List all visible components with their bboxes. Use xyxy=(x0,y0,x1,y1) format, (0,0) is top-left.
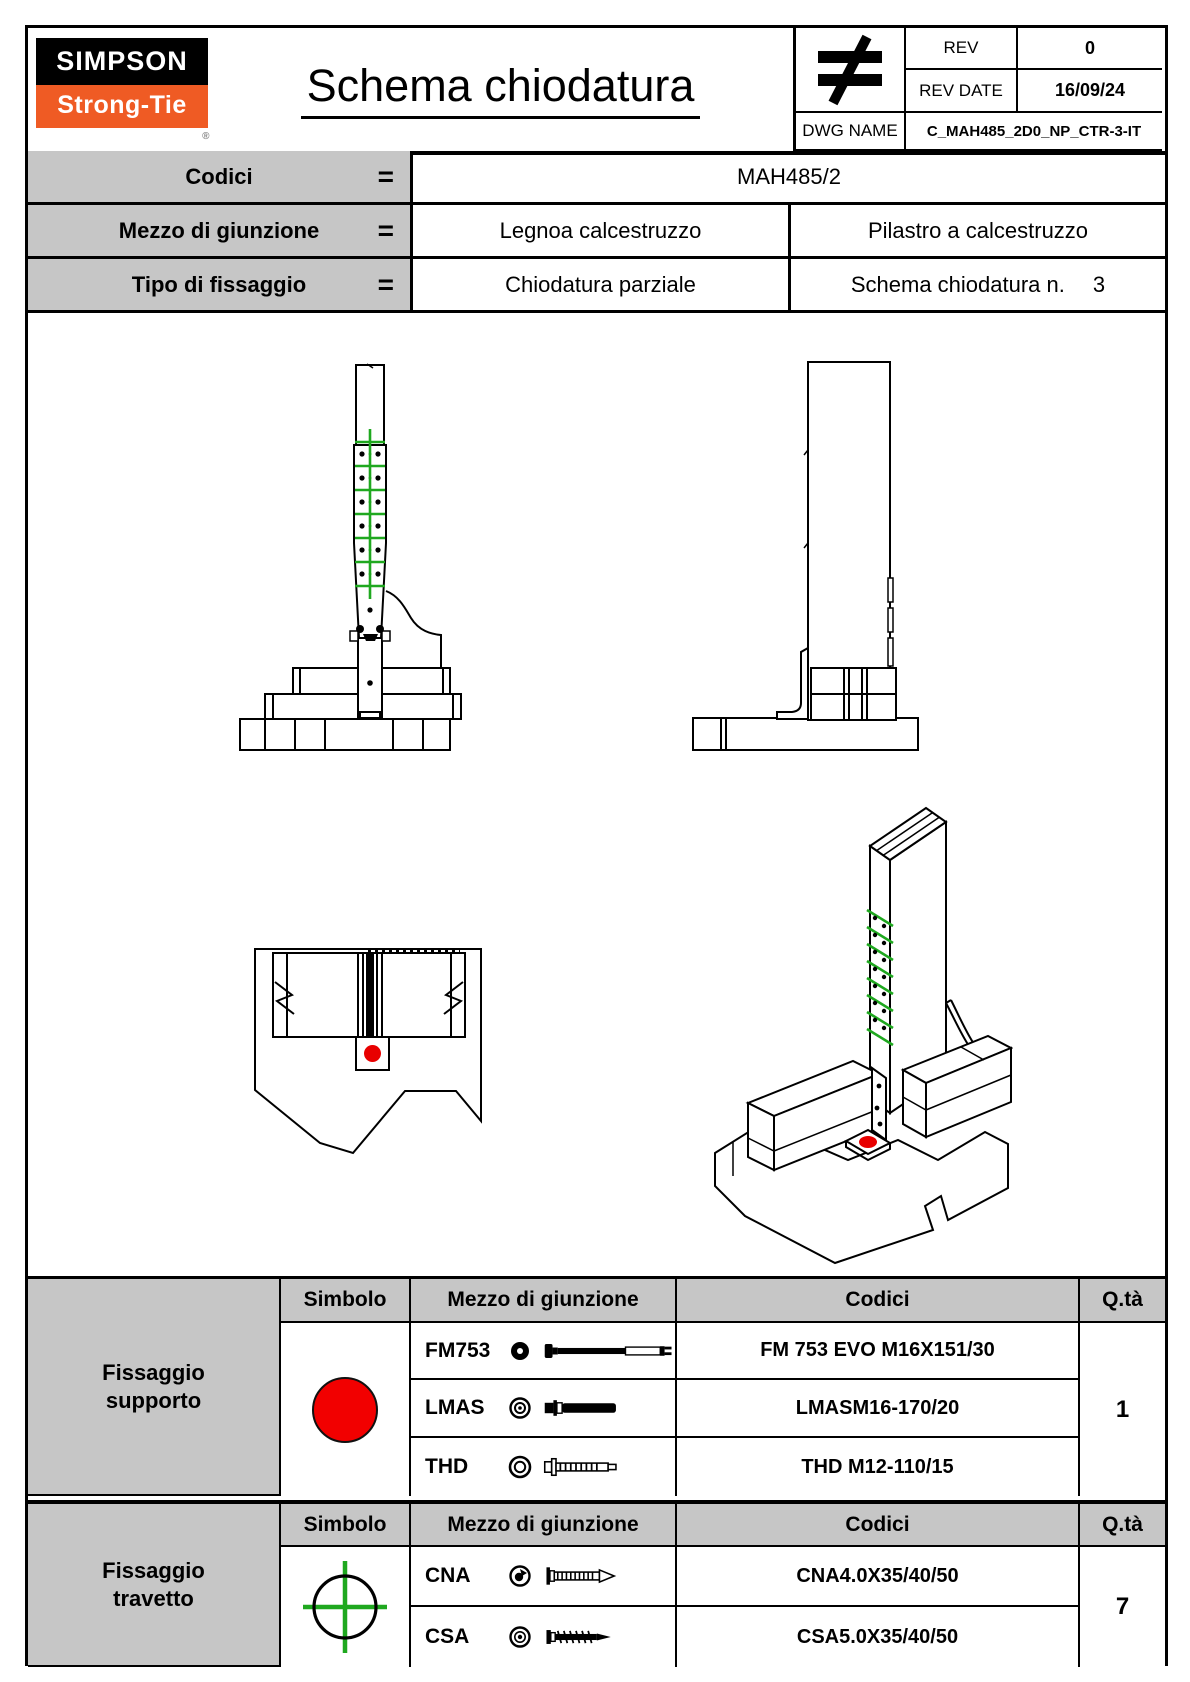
drawing-area xyxy=(28,313,1165,1276)
fastener-name: CNA xyxy=(425,1564,471,1587)
fastener-code: CNA4.0X35/40/50 xyxy=(677,1547,1080,1607)
equals-sign: = xyxy=(377,268,394,300)
ring-nail-head-icon xyxy=(507,1563,533,1589)
dwg-name-value: C_MAH485_2D0_NP_CTR-3-IT xyxy=(906,113,1162,151)
rev-date-value: 16/09/24 xyxy=(1018,70,1162,113)
col-header-qty: Q.tà xyxy=(1080,1279,1165,1323)
fastener-code: FM 753 EVO M16X151/30 xyxy=(677,1323,1080,1380)
isometric-drawing xyxy=(693,768,1013,1273)
drawing-sheet xyxy=(25,25,1168,1666)
codici-label: Codici xyxy=(185,163,253,189)
equals-sign: = xyxy=(377,160,394,192)
simpson-strongtie-logo xyxy=(36,38,210,142)
front-elevation-drawing xyxy=(203,338,483,753)
qty-value: 1 xyxy=(1080,1323,1165,1496)
col-header-codici: Codici xyxy=(677,1504,1080,1547)
fastener-row-thd xyxy=(411,1438,677,1496)
table-row-label: Fissaggio travetto xyxy=(28,1504,281,1667)
table-row-label: Fissaggio supporto xyxy=(28,1279,281,1496)
fissaggio-label: Tipo di fissaggio xyxy=(131,271,307,297)
fissaggio-supporto-table xyxy=(28,1276,1165,1496)
fastener-name: FM753 xyxy=(425,1338,491,1362)
fastener-name: LMAS xyxy=(425,1396,485,1419)
rev-date-label: REV DATE xyxy=(906,70,1018,113)
info-label-fissaggio xyxy=(28,259,413,313)
col-header-simbolo: Simbolo xyxy=(281,1279,411,1323)
revision-block xyxy=(793,28,1162,151)
threaded-screw-icon xyxy=(543,1452,675,1482)
info-label-mezzo xyxy=(28,205,413,259)
washer-dot-icon xyxy=(507,1338,533,1364)
mezzo-value-left: Legnoa calcestruzzo xyxy=(413,205,791,259)
info-label-codici xyxy=(28,151,413,205)
rev-label: REV xyxy=(906,28,1018,70)
screw-head-icon xyxy=(507,1624,533,1650)
fastener-code: THD M12-110/15 xyxy=(677,1438,1080,1496)
ring-nail-icon xyxy=(543,1561,675,1591)
mezzo-value-right: Pilastro a calcestruzzo xyxy=(791,205,1165,259)
col-header-mezzo: Mezzo di giunzione xyxy=(411,1279,677,1323)
anchor-bolt-icon xyxy=(543,1336,675,1366)
schema-number-value: 3 xyxy=(1092,271,1106,297)
fastener-name: CSA xyxy=(425,1625,470,1648)
fastener-row-lmas xyxy=(411,1380,677,1438)
fissaggio-value-left: Chiodatura parziale xyxy=(413,259,791,313)
anchor-marker-red-dot-3d xyxy=(859,1136,877,1148)
col-header-simbolo: Simbolo xyxy=(281,1504,411,1547)
anchor-marker-red-dot xyxy=(364,1045,381,1062)
fastener-row-csa xyxy=(411,1607,677,1667)
info-table xyxy=(28,151,1165,313)
equals-sign: = xyxy=(377,214,394,246)
fastener-row-cna xyxy=(411,1547,677,1607)
dwg-name-label: DWG NAME xyxy=(796,113,906,151)
fissaggio-value-right xyxy=(791,259,1165,313)
logo-strongtie-label: Strong-Tie xyxy=(57,91,187,119)
logo-strongtie-text xyxy=(36,85,210,142)
red-circle-icon xyxy=(312,1377,378,1443)
fastener-code: CSA5.0X35/40/50 xyxy=(677,1607,1080,1667)
codici-value: MAH485/2 xyxy=(413,151,1165,205)
ring-icon xyxy=(507,1454,533,1480)
symbol-cell xyxy=(281,1547,411,1667)
fastener-row-fm753 xyxy=(411,1323,677,1380)
sleeve-anchor-icon xyxy=(543,1393,675,1423)
top-plan-drawing xyxy=(228,878,498,1178)
mezzo-label: Mezzo di giunzione xyxy=(118,217,320,243)
qty-value: 7 xyxy=(1080,1547,1165,1667)
col-header-codici: Codici xyxy=(677,1279,1080,1323)
registered-mark: ® xyxy=(202,131,210,142)
side-elevation-drawing xyxy=(613,338,933,753)
green-crosshair-icon xyxy=(297,1557,393,1657)
fissaggio-travetto-table xyxy=(28,1500,1165,1667)
title-block xyxy=(28,28,1165,155)
col-header-qty: Q.tà xyxy=(1080,1504,1165,1547)
fastener-code: LMASM16-170/20 xyxy=(677,1380,1080,1438)
logo-simpson-text: SIMPSON xyxy=(36,38,208,85)
double-ring-icon xyxy=(507,1395,533,1421)
wood-screw-icon xyxy=(543,1622,675,1652)
page-title: Schema chiodatura xyxy=(301,60,701,119)
symbol-cell xyxy=(281,1323,411,1496)
not-equal-glyph xyxy=(807,34,893,106)
col-header-mezzo: Mezzo di giunzione xyxy=(411,1504,677,1547)
fastener-name: THD xyxy=(425,1455,469,1478)
schema-number-label: Schema chiodatura n. xyxy=(850,271,1065,297)
rev-value: 0 xyxy=(1018,28,1162,70)
not-equal-icon xyxy=(796,28,906,113)
